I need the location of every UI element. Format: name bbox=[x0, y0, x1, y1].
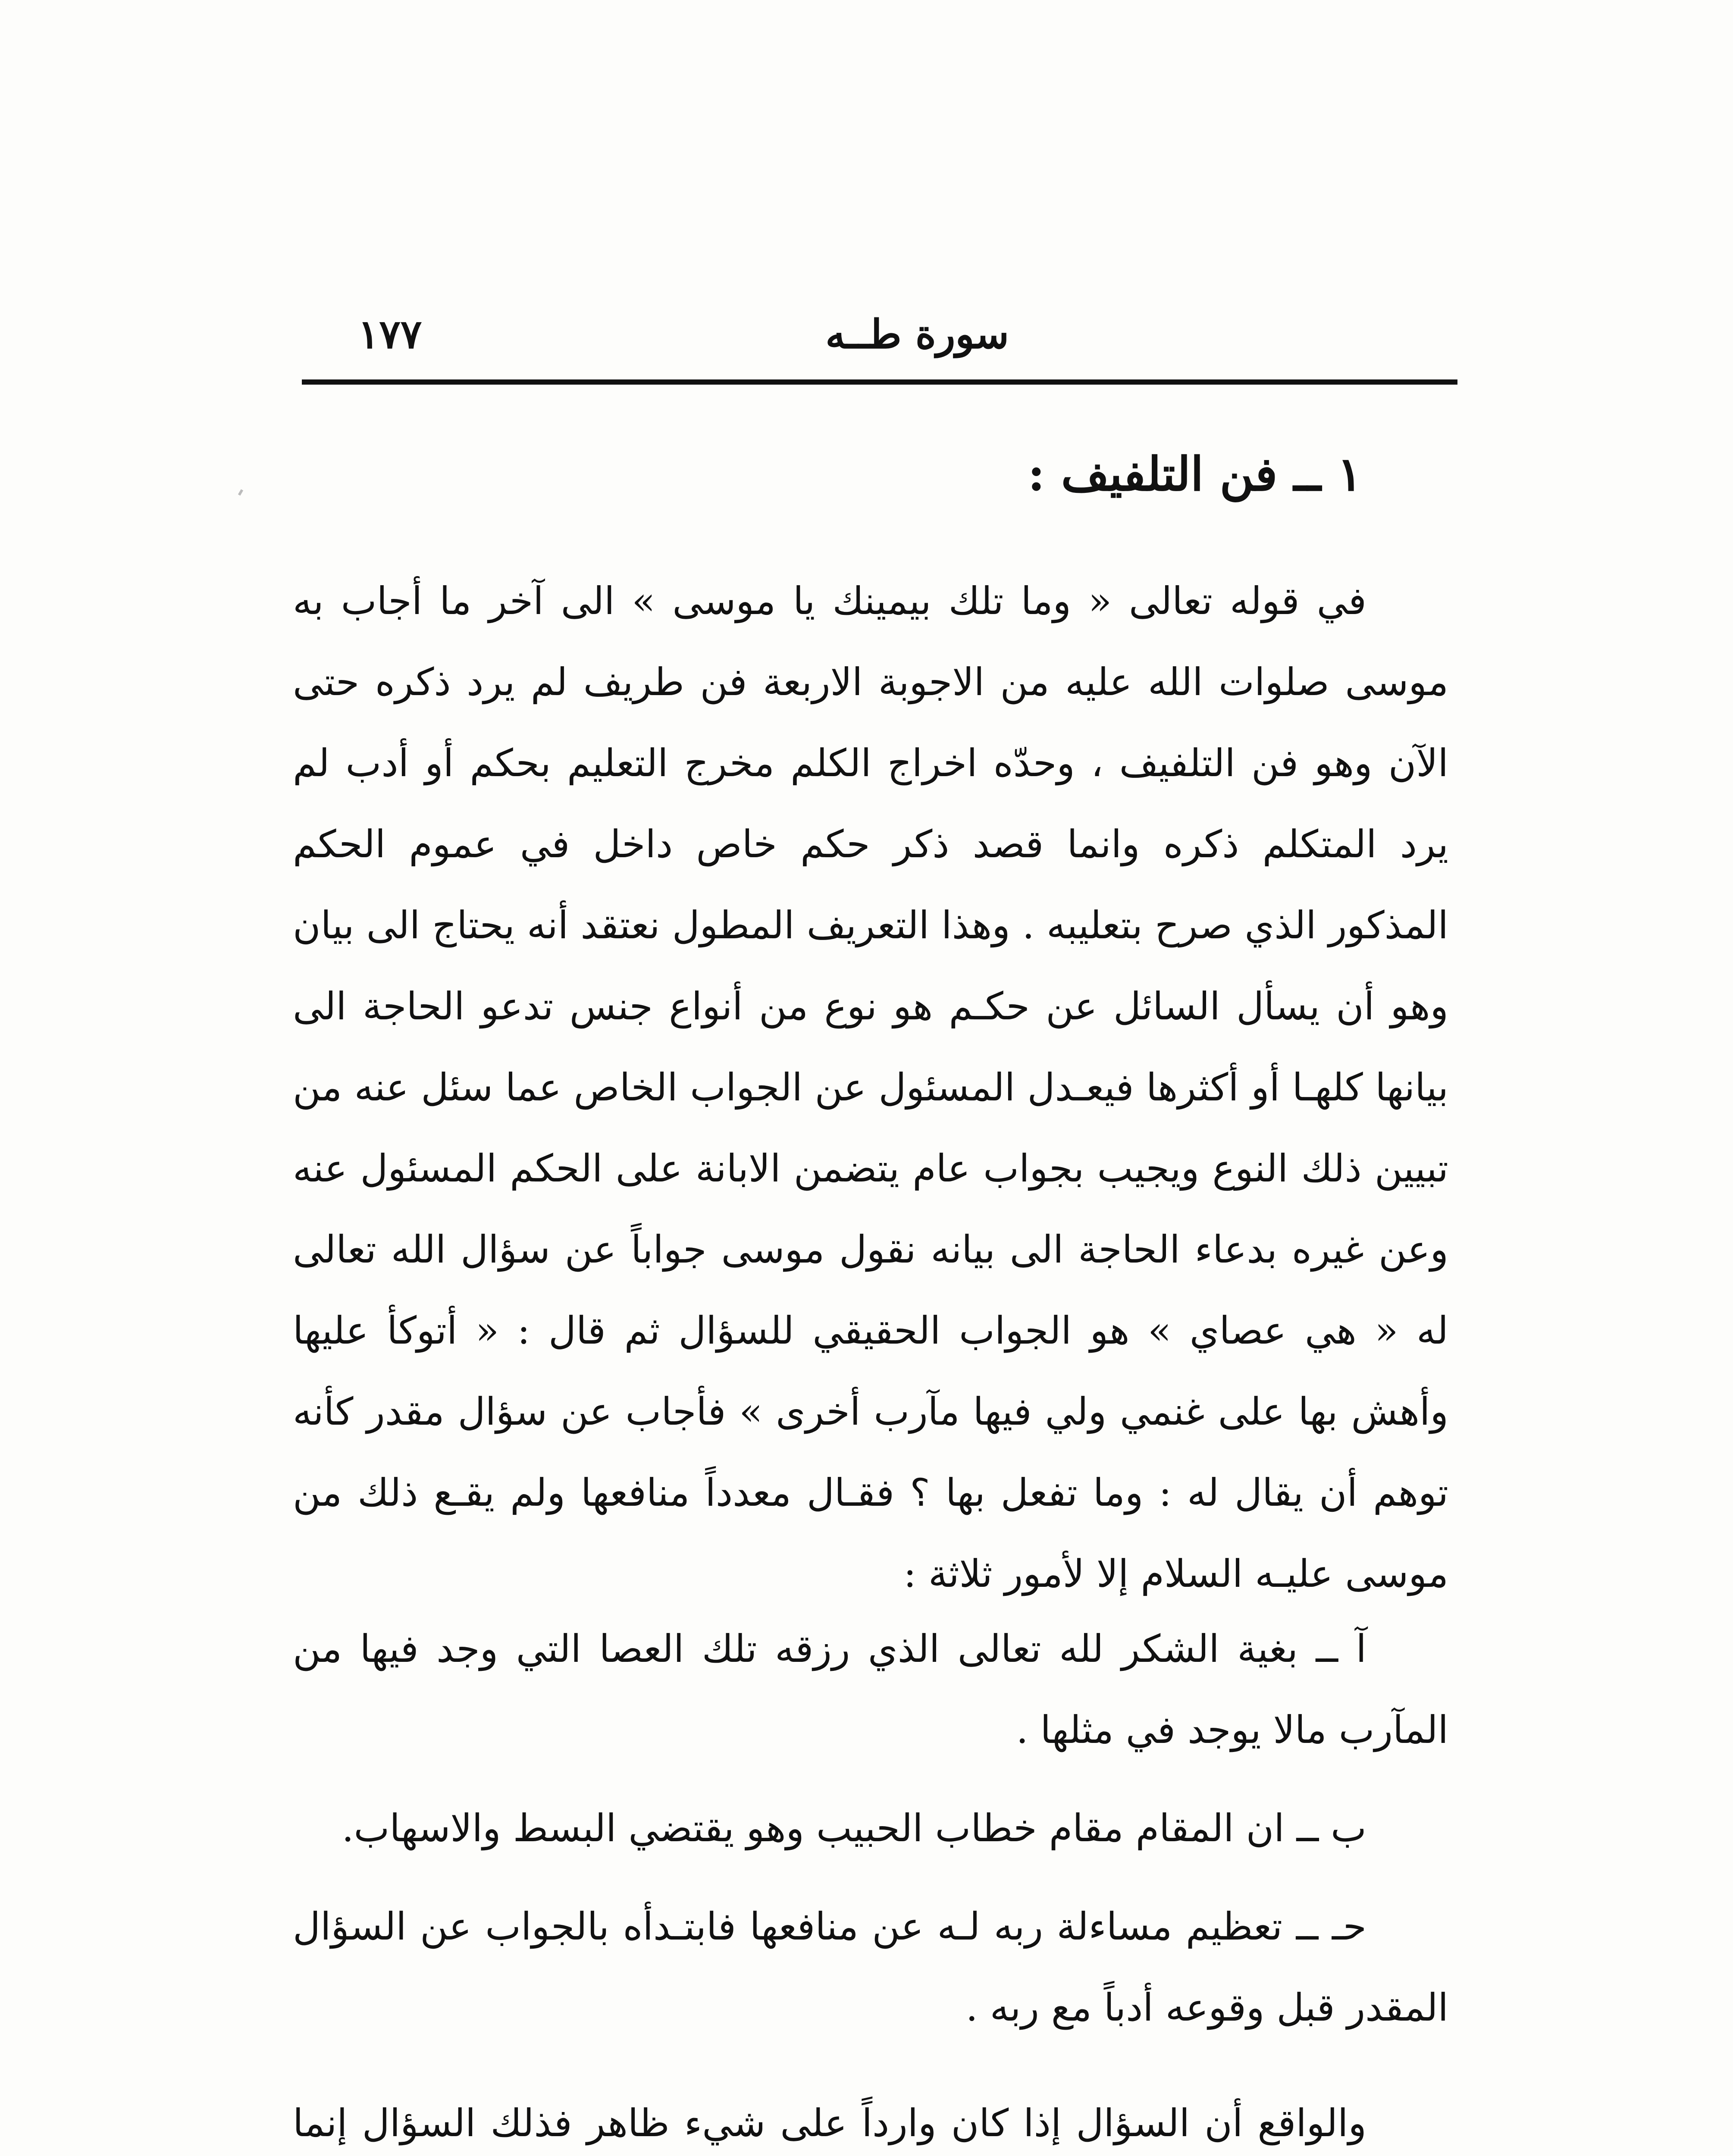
final-paragraph-text: والواقع أن السؤال إذا كان وارداً على شيء ظاهر فذلك السؤال إنما bbox=[293, 2101, 1366, 2145]
main-paragraph-text: في قوله تعالى « وما تلك بيمينك يا موسى » الى آخر ما أجاب به موسى صلوات الله عليه من الاجوبة الاربعة فن طريف لم يرد ذكره حتى الآن وهو فن التلفيف ، وحدّه اخراج الكلم مخرج التعليم بحكم أو أدب لم يرد المتكلم ذكره وانما قصد ذكر حكم خاص داخل في عموم الحكم المذكور الذي صرح بتعليبه . وهذا التعريف المطول نعتقد أنه يحتاج الى بيان وهو أن يسأل السائل عن حكـم هو نوع من أنواع جنس تدعو الحاجة الى بيانها كلهـا أو أكثرها فيعـدل المسئول عن الجواب الخاص عما سئل عنه من تبيين ذلك النوع ويجيب بجواب عام يتضمن الابانة على الحكم المسئول عنه وعن غيره بدعاء الحاجة الى بيانه نقول موسى جواباً عن سؤال الله تعالى له « هي عصاي » هو الجواب الحقيقي للسؤال ثم قال : « أتوكأ عليها وأهش بها على غنمي ولي فيها مآرب أخرى » فأجاب عن سؤال مقدر كأنه توهم أن يقال له : وما تفعل بها ؟ فقـال معدداً منافعها ولم يقـع ذلك من موسى عليـه السلام إلا لأمور ثلاثة : bbox=[293, 579, 1448, 1596]
list-item: حـ ــ تعظيم مساءلة ربه لـه عن منافعها فابتـدأه بالجواب عن السؤال المقدر قبل وقوعه أدباً مع ربه . bbox=[293, 1904, 1448, 2030]
list-item: آ ــ بغية الشكر لله تعالى الذي رزقه تلك العصا التي وجد فيها من المآرب مالا يوجد في مثلها . bbox=[293, 1626, 1448, 1752]
running-header bbox=[302, 302, 1457, 367]
page-number: ١٧٧ bbox=[358, 311, 422, 357]
final-paragraph bbox=[293, 2083, 1448, 2156]
section-heading: ١ ــ فن التلفيف : bbox=[1028, 447, 1362, 501]
reasons-list bbox=[293, 1608, 1448, 2065]
ink-speck bbox=[238, 489, 243, 495]
surah-title: سورة طــه bbox=[825, 311, 1009, 357]
header-rule bbox=[302, 379, 1457, 385]
main-paragraph bbox=[293, 561, 1448, 1614]
list-item: ب ــ ان المقام مقام خطاب الحبيب وهو يقتضي البسط والاسهاب. bbox=[342, 1806, 1366, 1850]
